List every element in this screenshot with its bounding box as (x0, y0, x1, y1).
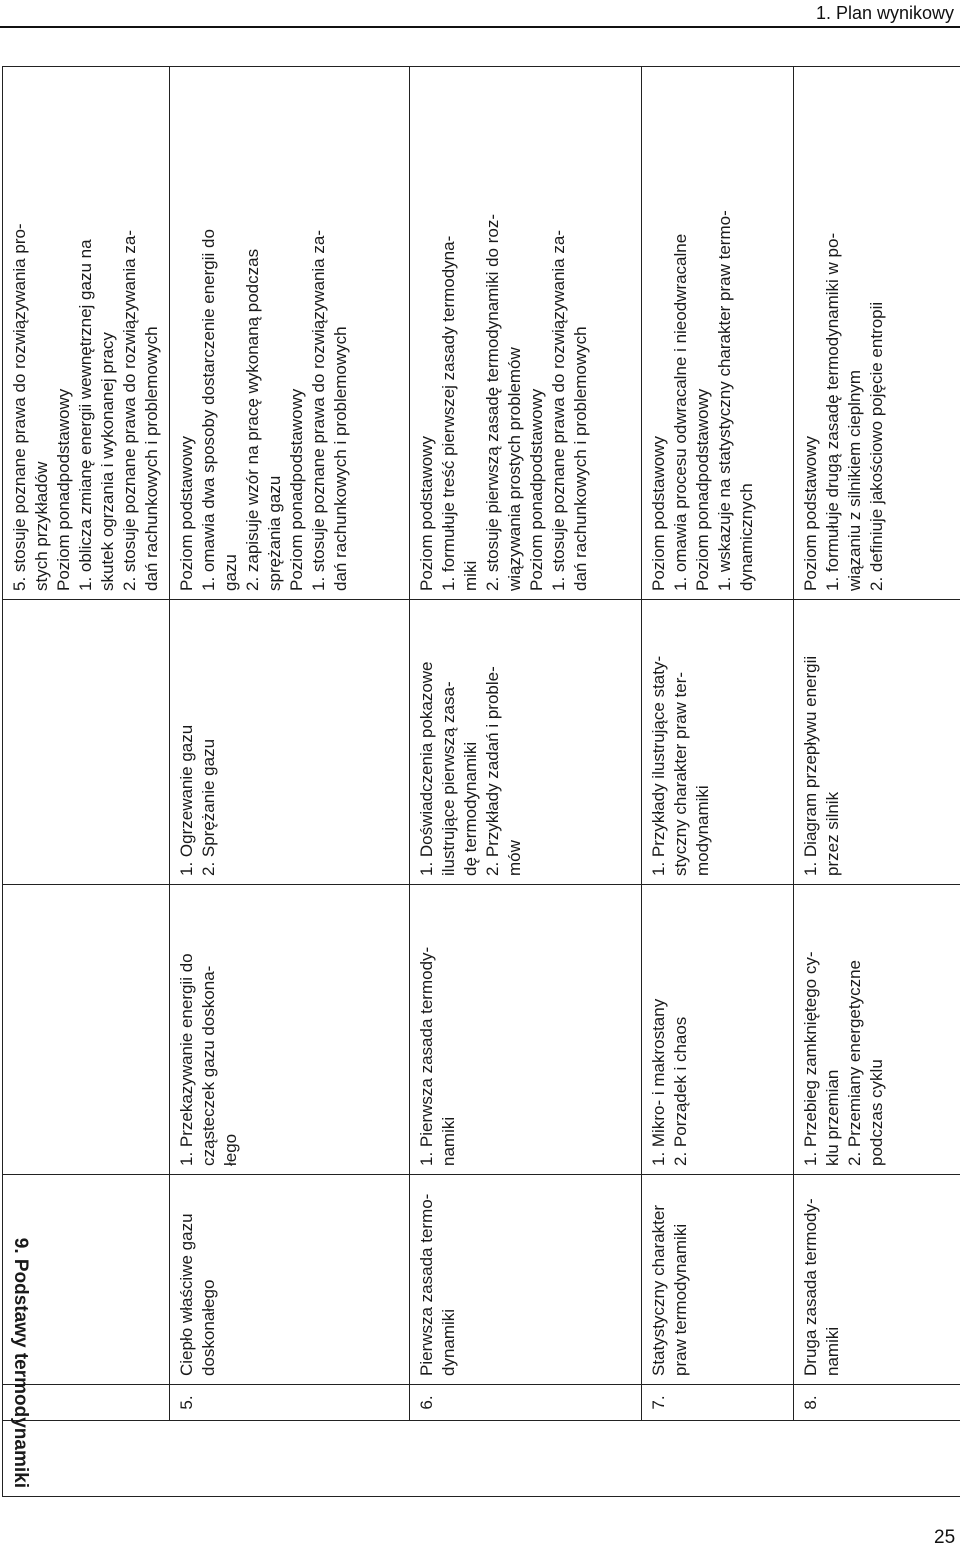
outcome-line: 5. stosuje poznane prawa do rozwiązywania pro- (10, 223, 29, 591)
table-row (410, 67, 642, 1497)
content-line: klu przemian (823, 1069, 842, 1166)
table-row (794, 67, 960, 1497)
row-number: 5. (170, 1385, 410, 1421)
outcome-line: gazu (221, 554, 240, 591)
content-line: 2. Przemiany energetyczne (845, 960, 864, 1166)
content-line: 2. Porządek i chaos (671, 1016, 690, 1166)
row-number: 8. (794, 1385, 960, 1421)
experiment-line: 1. Doświadczenia pokazowe (417, 661, 436, 876)
outcome-line: Poziom ponadpodstawowy (287, 388, 306, 591)
experiment-line: 2. Sprężanie gazu (199, 738, 218, 876)
outcome-line: Poziom ponadpodstawowy (527, 388, 546, 591)
outcome-line: 1. stosuje poznane prawa do rozwiązywania za- (309, 230, 328, 591)
page-header (0, 0, 960, 28)
outcome-line: 2. definiuje jakościowo pojęcie entropii (867, 301, 886, 591)
outcome-line: 2. stosuje pierwszą zasadę termodynamiki do roz- (483, 214, 502, 591)
outcome-line: wiązywania prostych problemów (505, 347, 524, 591)
outcome-line: 1. formułuje treść pierwszej zasady termodyna- (439, 235, 458, 591)
outcome-line: dań rachunkowych i problemowych (142, 326, 161, 591)
outcomes-cell (794, 67, 960, 600)
content-line: podczas cyklu (867, 1059, 886, 1166)
outcome-line: 1. omawia dwa sposoby dostarczenie energii do (199, 229, 218, 591)
experiment-line: dę termodynamiki (461, 741, 480, 876)
outcome-line: 1. formułuje drugą zasadę termodynamiki w po- (823, 232, 842, 591)
outcome-line: Poziom ponadpodstawowy (54, 388, 73, 591)
content-line: łego (221, 1133, 240, 1166)
outcomes-cell (410, 67, 642, 600)
outcome-line: skutek ogrzania i wykonanej pracy (98, 332, 117, 591)
topic-line: doskonałego (199, 1279, 218, 1376)
row-number: 6. (410, 1385, 642, 1421)
content-cell (642, 885, 794, 1175)
topic-line: namiki (823, 1326, 842, 1376)
content-line: cząsteczek gazu doskona- (199, 965, 218, 1166)
outcome-line: Poziom podstawowy (417, 436, 436, 591)
content-line: 1. Przekazywanie energii do (177, 953, 196, 1166)
section-label: 9. Podstawy termodynamiki (10, 1237, 31, 1488)
table-row-continuation (3, 67, 170, 1497)
page-number: 25 (934, 1527, 956, 1548)
outcome-line: 2. zapisuje wzór na pracę wykonaną podczas (243, 248, 262, 591)
experiment-line: 2. Przykłady zadań i proble- (483, 666, 502, 876)
rotated-table-wrapper (2, 67, 958, 1497)
experiment-line: ilustrujące pierwszą zasa- (439, 681, 458, 876)
outcome-line: 1. omawia procesu odwracalne i nieodwracalne (671, 233, 690, 591)
outcome-line: miki (461, 560, 480, 591)
table-row (170, 67, 410, 1497)
outcome-line: Poziom ponadpodstawowy (693, 388, 712, 591)
topic-line: Statystyczny charakter (649, 1204, 668, 1376)
table-row (642, 67, 794, 1497)
topic-line: praw termodynamiki (671, 1223, 690, 1376)
topic-cell (410, 1175, 642, 1385)
header-title: 1. Plan wynikowy (815, 3, 954, 23)
outcome-line: dynamicznych (737, 483, 756, 591)
topic-cell (794, 1175, 960, 1385)
topic-line: dynamiki (439, 1308, 458, 1376)
experiments-cell (642, 600, 794, 885)
experiments-cell (410, 600, 642, 885)
outcome-line: 1. stosuje poznane prawa do rozwiązywania za- (549, 230, 568, 591)
outcome-line: 2. stosuje poznane prawa do rozwiązywania za- (120, 230, 139, 591)
outcome-line: Poziom podstawowy (801, 436, 820, 591)
outcome-line: stych przykładów (32, 461, 51, 591)
topic-line: Ciepło właściwe gazu (177, 1213, 196, 1376)
outcome-line: dań rachunkowych i problemowych (331, 326, 350, 591)
outcome-line: 1. wskazuje na statystyczny charakter praw termo- (715, 210, 734, 591)
experiment-line: mów (505, 840, 524, 876)
outcome-line: Poziom podstawowy (177, 436, 196, 591)
content-cell (794, 885, 960, 1175)
content-cell (170, 885, 410, 1175)
outcome-line: dań rachunkowych i problemowych (571, 326, 590, 591)
outcomes-cell (3, 67, 170, 600)
topic-cell (642, 1175, 794, 1385)
outcome-line: wiązaniu z silnikiem cieplnym (845, 369, 864, 591)
experiment-line: styczny charakter praw ter- (671, 671, 690, 876)
experiment-line: 1. Przykłady ilustrujące staty- (649, 655, 668, 876)
content-line: 1. Przebieg zamkniętego cy- (801, 951, 820, 1166)
content-line: 1. Pierwsza zasada termody- (417, 946, 436, 1166)
topic-line: Druga zasada termody- (801, 1198, 820, 1376)
content-cell (410, 885, 642, 1175)
topic-cell (170, 1175, 410, 1385)
experiment-line: modynamiki (693, 785, 712, 876)
continuation-experiments-cell (3, 600, 170, 885)
content-line: namiki (439, 1116, 458, 1166)
header-rule (0, 26, 960, 28)
experiment-line: przez silnik (823, 791, 842, 876)
continuation-content-cell (3, 885, 170, 1175)
outcome-line: sprężania gazu (265, 475, 284, 591)
plan-table (2, 66, 960, 1497)
topic-line: Pierwsza zasada termo- (417, 1193, 436, 1376)
content-line: 1. Mikro- i makrostany (649, 998, 668, 1166)
outcome-line: Poziom podstawowy (649, 436, 668, 591)
experiments-cell (794, 600, 960, 885)
outcomes-cell (642, 67, 794, 600)
experiment-line: 1. Diagram przepływu energii (801, 655, 820, 876)
experiment-line: 1. Ogrzewanie gazu (177, 724, 196, 876)
outcome-line: 1. oblicza zmianę energii wewnętrznej gazu na (76, 239, 95, 591)
row-number: 7. (642, 1385, 794, 1421)
experiments-cell (170, 600, 410, 885)
outcomes-cell (170, 67, 410, 600)
